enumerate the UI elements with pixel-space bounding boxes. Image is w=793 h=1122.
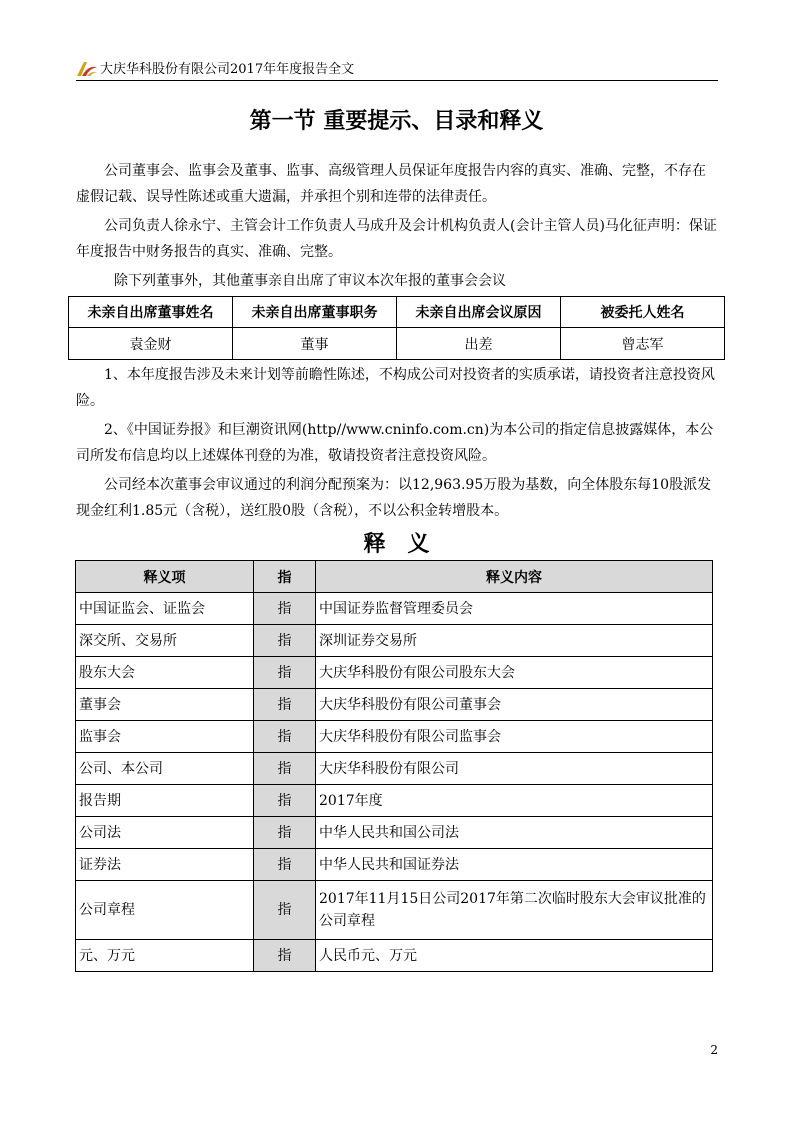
table-cell: 董事 [233,328,397,360]
table-row [76,625,713,657]
glossary-term: 公司法 [76,817,254,849]
table-row [76,593,713,625]
glossary-meaning: 大庆华科股份有限公司 [316,753,713,785]
table-header-cell: 未亲自出席会议原因 [397,297,561,328]
glossary-term: 董事会 [76,689,254,721]
glossary-meaning: 深圳证券交易所 [316,625,713,657]
glossary-meaning: 大庆华科股份有限公司董事会 [316,689,713,721]
page-header [76,60,718,81]
statement-paragraph-3: 除下列董事外，其他董事亲自出席了审议本次年报的董事会会议 [114,273,506,289]
table-row [76,753,713,785]
glossary-zhi: 指 [254,881,316,940]
table-row [76,785,713,817]
glossary-meaning: 大庆华科股份有限公司股东大会 [316,657,713,689]
glossary-meaning: 2017年度 [316,785,713,817]
glossary-zhi: 指 [254,940,316,972]
glossary-term: 公司章程 [76,881,254,940]
glossary-zhi: 指 [254,625,316,657]
statement-paragraph-2: 公司负责人徐永宁、主管会计工作负责人马成升及会计机构负责人(会计主管人员)马化征声明：保证年度报告中财务报告的真实、准确、完整。 [76,218,717,260]
glossary-term: 报告期 [76,785,254,817]
page-number: 2 [710,1043,718,1057]
table-header-cell: 被委托人姓名 [561,297,725,328]
glossary-term: 深交所、交易所 [76,625,254,657]
table-header-cell: 未亲自出席董事姓名 [69,297,233,328]
glossary-zhi: 指 [254,849,316,881]
glossary-zhi: 指 [254,657,316,689]
notice-paragraph-2: 2、《中国证券报》和巨潮资讯网(http//www.cninfo.com.cn)为本公司的指定信息披露媒体，本公司所发布信息均以上述媒体刊登的为准，敬请投资者注意投资风险。 [76,422,714,464]
statement-paragraph-1: 公司董事会、监事会及董事、监事、高级管理人员保证年度报告内容的真实、准确、完整，不存在虚假记载、误导性陈述或重大遗漏，并承担个别和连带的法律责任。 [76,163,706,205]
glossary-meaning: 中华人民共和国证券法 [316,849,713,881]
table-row [76,657,713,689]
glossary-term: 元、万元 [76,940,254,972]
glossary-term: 股东大会 [76,657,254,689]
glossary-meaning: 中国证券监督管理委员会 [316,593,713,625]
table-header-cell: 指 [254,561,316,593]
glossary-table [75,560,713,972]
notice-paragraph-1: 1、本年度报告涉及未来计划等前瞻性陈述，不构成公司对投资者的实质承诺，请投资者注意投资风险。 [76,367,715,409]
header-title: 大庆华科股份有限公司2017年年度报告全文 [100,62,355,77]
table-cell: 出差 [397,328,561,360]
glossary-term: 监事会 [76,721,254,753]
glossary-zhi: 指 [254,593,316,625]
table-header-row [69,297,725,328]
company-logo-icon [76,61,98,77]
section-title: 第一节 重要提示、目录和释义 [249,109,544,134]
glossary-meaning: 2017年11月15日公司2017年第二次临时股东大会审议批准的公司章程 [316,881,713,940]
table-header-cell: 未亲自出席董事职务 [233,297,397,328]
table-row [69,328,725,360]
glossary-term: 中国证监会、证监会 [76,593,254,625]
table-cell: 袁金财 [69,328,233,360]
table-header-cell: 释义项 [76,561,254,593]
glossary-term: 公司、本公司 [76,753,254,785]
table-row [76,881,713,940]
glossary-meaning: 中华人民共和国公司法 [316,817,713,849]
glossary-zhi: 指 [254,817,316,849]
glossary-meaning: 大庆华科股份有限公司监事会 [316,721,713,753]
table-cell: 曾志军 [561,328,725,360]
glossary-zhi: 指 [254,753,316,785]
profit-distribution-paragraph: 公司经本次董事会审议通过的利润分配预案为：以12,963.95万股为基数，向全体股东每10股派发现金红利1.85元（含税），送红股0股（含税），不以公积金转增股本。 [76,477,712,519]
glossary-zhi: 指 [254,785,316,817]
table-row [76,849,713,881]
glossary-title: 释义 [363,532,452,557]
table-row [76,689,713,721]
table-row [76,940,713,972]
glossary-term: 证券法 [76,849,254,881]
table-row [76,721,713,753]
table-row [76,817,713,849]
glossary-zhi: 指 [254,721,316,753]
glossary-zhi: 指 [254,689,316,721]
table-header-row [76,561,713,593]
absent-directors-table [68,296,725,360]
glossary-meaning: 人民币元、万元 [316,940,713,972]
table-header-cell: 释义内容 [316,561,713,593]
